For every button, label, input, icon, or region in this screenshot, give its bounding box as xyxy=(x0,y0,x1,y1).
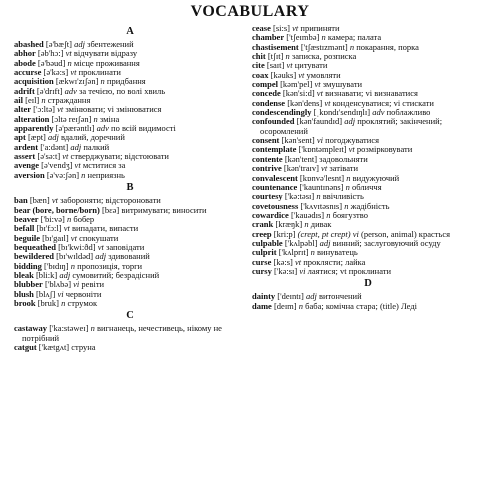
entry-part-of-speech: n xyxy=(61,297,66,308)
entry-transcription: [æpt] xyxy=(27,132,46,143)
entry-transcription: [deɪm] xyxy=(273,300,297,311)
entry-part-of-speech: vt xyxy=(74,160,81,171)
entry-translation: жадібність xyxy=(350,200,390,211)
entry-transcription: [eɪl] xyxy=(25,95,40,106)
entry-transcription: [bɪ'kwi:ðd] xyxy=(58,241,96,252)
entry-translation: змушувати xyxy=(322,79,363,90)
entry-headword: covetousness xyxy=(252,200,299,211)
entry-transcription: [ə'bəud] xyxy=(37,57,66,68)
entry-headword: apparently xyxy=(14,123,54,134)
entry-transcription: [bɪ'gaɪl] xyxy=(42,232,69,243)
entry-translation: сумовитий; безрадісний xyxy=(72,269,160,280)
entry-transcription: [kən'faundɪd] xyxy=(296,116,343,127)
section-letter: B xyxy=(126,182,134,194)
vocab-section xyxy=(252,24,484,276)
entry-translation: розмірковувати xyxy=(356,144,413,155)
entry-headword: abashed xyxy=(14,39,44,49)
entry-translation: витримувати; виносити xyxy=(121,204,207,215)
entry-headword: consent xyxy=(252,135,280,146)
entry-transcription: ['a:dənt] xyxy=(40,141,69,152)
entry-translation: випадати, випасти xyxy=(71,223,139,234)
entry-transcription: ['kʌlpəbl] xyxy=(284,237,318,248)
entry-part-of-speech: n xyxy=(100,76,105,87)
entry-translation: ввічливість xyxy=(322,191,364,202)
vocab-section xyxy=(14,26,246,180)
entry-translation: проклясти; лайка xyxy=(303,256,366,267)
entry-translation: страждання xyxy=(47,95,91,106)
entry-transcription: ['kætgʌt] xyxy=(38,341,70,352)
entry-part-of-speech: vi xyxy=(73,279,80,290)
entry-part-of-speech: vt xyxy=(348,144,355,155)
entry-transcription: [ɔltə reɪʃən] xyxy=(51,113,92,124)
entry-transcription: [ə'sə:t] xyxy=(37,151,61,162)
entry-translation: пропозиція, торги xyxy=(77,260,143,271)
entry-translation: придбання xyxy=(106,76,146,87)
entry-headword: apt xyxy=(14,132,26,143)
entry-headword: bear (bore, borne/born) xyxy=(14,204,100,215)
vocab-entry xyxy=(252,117,484,136)
entry-headword: assert xyxy=(14,151,36,162)
entry-translation: визнавати; vi визнаватися xyxy=(325,88,418,99)
entry-headword: culprit xyxy=(252,247,277,258)
entry-translation: здивований xyxy=(108,251,150,262)
entry-translation: відчувати відразу xyxy=(73,48,138,59)
entry-transcription: [kən'traɪv] xyxy=(283,163,319,174)
entry-transcription: [əb'hɔ:] xyxy=(37,48,64,59)
entry-part-of-speech: n xyxy=(345,181,350,192)
entry-part-of-speech: vt xyxy=(51,195,58,206)
entry-headword: cite xyxy=(252,60,265,71)
entry-transcription: [kə:s] xyxy=(273,256,293,267)
entry-headword: coax xyxy=(252,69,269,80)
entry-translation: змінювати; vi змінюватися xyxy=(65,104,162,115)
entry-part-of-speech: vi xyxy=(316,135,323,146)
entry-headword: bidding xyxy=(14,260,42,271)
entry-transcription: [kən'si:d] xyxy=(282,88,315,99)
entry-transcription: [kən'sent] xyxy=(281,135,315,146)
entry-headword: beaver xyxy=(14,213,39,224)
vocab-entry xyxy=(14,171,246,180)
entry-translation: по всій видимості xyxy=(111,123,176,134)
entry-translation: припиняти xyxy=(300,23,340,33)
entry-transcription: [ˌkɒndɪ'sendɪŋlɪ] xyxy=(313,107,371,118)
entry-translation: витончений xyxy=(318,291,362,302)
entry-transcription: ['bi:və] xyxy=(40,213,65,224)
entry-translation: камера; палата xyxy=(327,32,382,43)
entry-translation: затівати xyxy=(329,163,359,174)
entry-part-of-speech: adv xyxy=(372,107,385,118)
entry-headword: abode xyxy=(14,57,36,68)
entry-part-of-speech: n xyxy=(304,219,309,230)
entry-part-of-speech: adv xyxy=(96,123,109,134)
entry-transcription: ['blʌbə] xyxy=(44,279,72,290)
entry-headword: chamber xyxy=(252,32,285,43)
entry-translation: збентежений xyxy=(87,39,134,49)
entry-headword: blush xyxy=(14,288,34,299)
entry-headword: befall xyxy=(14,223,35,234)
entry-part-of-speech: vi xyxy=(57,288,64,299)
entry-translation: ревіти xyxy=(81,279,105,290)
entry-transcription: [kəm'pel] xyxy=(280,79,313,90)
entry-translation: бобер xyxy=(73,213,95,224)
entry-transcription: [saɪt] xyxy=(266,60,285,71)
entry-part-of-speech: (crept, pt crept) vi xyxy=(297,228,359,239)
section-letter: D xyxy=(364,278,372,290)
entry-headword: alteration xyxy=(14,113,50,124)
entry-headword: dainty xyxy=(252,291,276,302)
entry-translation: неприязнь xyxy=(87,169,125,180)
entry-part-of-speech: n xyxy=(93,113,98,124)
entry-translation: записка, розписка xyxy=(291,51,357,62)
entry-part-of-speech: vt xyxy=(70,232,77,243)
entry-translation: проклинати xyxy=(78,67,121,78)
entry-part-of-speech: vt xyxy=(57,104,64,115)
entry-headword: concede xyxy=(252,88,281,99)
entry-translation: конденсуватися; vi стискати xyxy=(332,97,434,108)
entry-headword: castaway xyxy=(14,323,48,334)
entry-part-of-speech: adj xyxy=(59,269,71,280)
entry-transcription: [bli:k] xyxy=(35,269,58,280)
entry-part-of-speech: n xyxy=(321,32,326,43)
entry-part-of-speech: adj xyxy=(344,116,356,127)
entry-part-of-speech: vt xyxy=(63,223,70,234)
entry-transcription: [kən'dens] xyxy=(287,97,323,108)
entry-headword: contrive xyxy=(252,163,282,174)
entry-translation: видужуючий xyxy=(352,172,400,183)
entry-transcription: [ə'vendʒ] xyxy=(41,160,73,171)
entry-translation: (person, animal) красться xyxy=(360,228,451,239)
entry-transcription: [ə'bæʃt] xyxy=(45,39,72,49)
section-letter: C xyxy=(126,310,134,322)
right-column xyxy=(252,24,484,311)
entry-headword: countenance xyxy=(252,181,298,192)
entry-translation: баба; комічна стара; (title) Леді xyxy=(305,300,418,311)
entry-translation: поблажливо xyxy=(386,107,431,118)
entry-headword: alter xyxy=(14,104,31,115)
entry-part-of-speech: n xyxy=(67,57,72,68)
entry-headword: beguile xyxy=(14,232,40,243)
entry-transcription: [bɪ'wɪldəd] xyxy=(56,251,94,262)
entry-headword: convalescent xyxy=(252,172,298,183)
entry-transcription: [tʃɪt] xyxy=(267,51,284,62)
entry-part-of-speech: n xyxy=(310,247,315,258)
entry-part-of-speech: n xyxy=(41,95,46,106)
entry-headword: cursy xyxy=(252,265,272,276)
entry-part-of-speech: n xyxy=(90,323,95,334)
entry-transcription: [kən'tent] xyxy=(284,153,318,164)
entry-transcription: ['tʃeɪmbə] xyxy=(286,32,320,43)
entry-translation: обличчя xyxy=(352,181,382,192)
entry-transcription: ['kɒntəmpleɪt] xyxy=(298,144,347,155)
entry-part-of-speech: vt xyxy=(316,88,323,99)
entry-headword: condense xyxy=(252,97,286,108)
entry-headword: contemplate xyxy=(252,144,297,155)
entry-translation: заповідати xyxy=(105,241,145,252)
entry-translation: спокушати xyxy=(79,232,119,243)
entry-headword: bequeathed xyxy=(14,241,57,252)
entry-translation: боягузтво xyxy=(332,209,368,220)
entry-headword: brook xyxy=(14,297,36,308)
entry-transcription: [ə'və:ʃən] xyxy=(46,169,80,180)
entry-translation: мститися за xyxy=(82,160,126,171)
entry-part-of-speech: n xyxy=(346,172,351,183)
entry-transcription: [ə'drɪft] xyxy=(36,85,63,96)
entry-part-of-speech: adv xyxy=(64,85,77,96)
entry-part-of-speech: vi xyxy=(299,265,306,276)
entry-part-of-speech: vt xyxy=(321,163,328,174)
entry-headword: ban xyxy=(14,195,28,206)
entry-part-of-speech: vt xyxy=(286,60,293,71)
vocab-section xyxy=(14,310,246,352)
vocab-entry xyxy=(14,343,246,352)
entry-headword: creep xyxy=(252,228,272,239)
entry-headword: ardent xyxy=(14,141,39,152)
entry-headword: condescendingly xyxy=(252,107,312,118)
entry-headword: adrift xyxy=(14,85,35,96)
entry-headword: bewildered xyxy=(14,251,54,262)
section-letter: A xyxy=(126,26,134,37)
entry-transcription: ['kʌvɪtəsnɪs] xyxy=(300,200,343,211)
entry-translation: винуватець xyxy=(317,247,358,258)
entry-headword: curse xyxy=(252,256,272,267)
entry-transcription: [bruk] xyxy=(37,297,59,308)
entry-translation: палкий xyxy=(83,141,110,152)
page-title: VOCABULARY xyxy=(190,3,310,20)
entry-part-of-speech: vt xyxy=(65,48,72,59)
entry-part-of-speech: adj xyxy=(319,237,331,248)
entry-part-of-speech: vt xyxy=(294,256,302,267)
entry-headword: cease xyxy=(252,23,271,33)
entry-translation: лаятися; vt проклинати xyxy=(307,265,392,276)
vocab-section xyxy=(252,278,484,311)
entry-headword: culpable xyxy=(252,237,283,248)
entry-part-of-speech: vt xyxy=(298,69,305,80)
entry-transcription: ['ɔ:ltə] xyxy=(33,104,55,115)
entry-part-of-speech: n xyxy=(70,260,76,271)
entry-part-of-speech: n xyxy=(326,209,331,220)
entry-headword: catgut xyxy=(14,341,37,352)
entry-part-of-speech: vt xyxy=(314,79,321,90)
vocab-entry xyxy=(252,302,484,311)
entry-part-of-speech: vt xyxy=(292,23,299,33)
entry-headword: chit xyxy=(252,51,266,62)
entry-translation: зміна xyxy=(99,113,120,124)
entry-transcription: [ə'pærəntlɪ] xyxy=(55,123,95,134)
entry-part-of-speech: n xyxy=(316,191,321,202)
entry-translation: покарання, порка xyxy=(356,41,419,52)
entry-part-of-speech: vt xyxy=(70,67,77,78)
entry-headword: courtesy xyxy=(252,191,283,202)
entry-transcription: [ə'kə:s] xyxy=(43,67,69,78)
entry-translation: за течією, по волі хвиль xyxy=(79,85,166,96)
entry-translation: цитувати xyxy=(294,60,328,71)
entry-part-of-speech: vt xyxy=(324,97,331,108)
entry-translation: стверджувати; відстоювати xyxy=(70,151,169,162)
entry-part-of-speech: vt xyxy=(97,241,104,252)
entry-headword: contente xyxy=(252,153,283,164)
entry-transcription: ['tʃæstɪzmənt] xyxy=(300,41,348,52)
entry-headword: aversion xyxy=(14,169,45,180)
entry-headword: ail xyxy=(14,95,23,106)
entry-part-of-speech: n xyxy=(67,213,72,224)
entry-transcription: [blʌʃ] xyxy=(35,288,56,299)
entry-transcription: ['ka:stəweɪ] xyxy=(49,323,89,334)
entry-headword: dame xyxy=(252,300,272,311)
entry-translation: місце проживання xyxy=(73,57,140,68)
entry-transcription: [kri:p] xyxy=(273,228,296,239)
entry-headword: blubber xyxy=(14,279,43,290)
entry-transcription: ['deɪntɪ] xyxy=(277,291,304,302)
entry-part-of-speech: adj xyxy=(74,39,85,49)
entry-transcription: [kɒnvə'lesnt] xyxy=(299,172,345,183)
entry-translation: задовольняти xyxy=(319,153,368,164)
vocab-entry xyxy=(14,299,246,308)
entry-translation: струмок xyxy=(67,297,98,308)
entry-headword: chastisement xyxy=(252,41,299,52)
entry-part-of-speech: adj xyxy=(48,132,59,143)
entry-transcription: [bɪ'fɔ:l] xyxy=(36,223,62,234)
entry-part-of-speech: adj xyxy=(70,141,82,152)
entry-transcription: ['bɪdɪŋ] xyxy=(44,260,69,271)
entry-translation: забороняти; відстороновати xyxy=(60,195,161,206)
entry-transcription: ['kə:təsɪ] xyxy=(284,191,315,202)
entry-translation: струна xyxy=(71,341,96,352)
entry-transcription: [kəuks] xyxy=(270,69,297,80)
entry-headword: bleak xyxy=(14,269,34,280)
vocab-section xyxy=(14,182,246,308)
entry-headword: crank xyxy=(252,219,274,230)
entry-part-of-speech: n xyxy=(285,51,290,62)
entry-part-of-speech: adj xyxy=(305,291,317,302)
entry-headword: acquisition xyxy=(14,76,54,87)
entry-transcription: [kræŋk] xyxy=(275,219,303,230)
left-column xyxy=(14,24,246,352)
entry-translation: червоніти xyxy=(65,288,102,299)
entry-headword: cowardice xyxy=(252,209,289,220)
entry-translation: вигнанець, нечестивець, нікому не потрібний xyxy=(22,323,222,343)
entry-part-of-speech: n xyxy=(81,169,86,180)
entry-transcription: ['kə:sɪ] xyxy=(273,265,298,276)
entry-transcription: [ækwɪ'zɪʃən] xyxy=(55,76,99,87)
entry-headword: accurse xyxy=(14,67,42,78)
vocab-entry xyxy=(14,324,246,343)
entry-translation: погоджуватися xyxy=(325,135,380,146)
entry-part-of-speech: n xyxy=(344,200,349,211)
entry-translation: вдалий, доречний xyxy=(61,132,125,143)
entry-headword: compel xyxy=(252,79,278,90)
entry-transcription: ['kʌlprɪt] xyxy=(278,247,309,258)
entry-part-of-speech: adj xyxy=(95,251,107,262)
entry-translation: дивак xyxy=(310,219,332,230)
entry-transcription: [si:s] xyxy=(273,23,291,33)
entry-part-of-speech: n xyxy=(349,41,355,52)
entry-headword: confounded xyxy=(252,116,295,127)
entry-transcription: [bɛə] xyxy=(102,204,120,215)
entry-headword: avenge xyxy=(14,160,40,171)
entry-transcription: [bæn] xyxy=(29,195,50,206)
vocab-entry xyxy=(252,267,484,276)
entry-translation: умовляти xyxy=(306,69,341,80)
entry-headword: abhor xyxy=(14,48,36,59)
entry-translation: винний; заслуговуючий осуду xyxy=(332,237,441,248)
entry-transcription: ['kauədɪs] xyxy=(290,209,325,220)
entry-transcription: ['kauntɪnəns] xyxy=(299,181,344,192)
entry-translation: проклятий; закінчений; осоромлений xyxy=(260,116,443,136)
entry-part-of-speech: vt xyxy=(62,151,69,162)
entry-part-of-speech: n xyxy=(298,300,304,311)
